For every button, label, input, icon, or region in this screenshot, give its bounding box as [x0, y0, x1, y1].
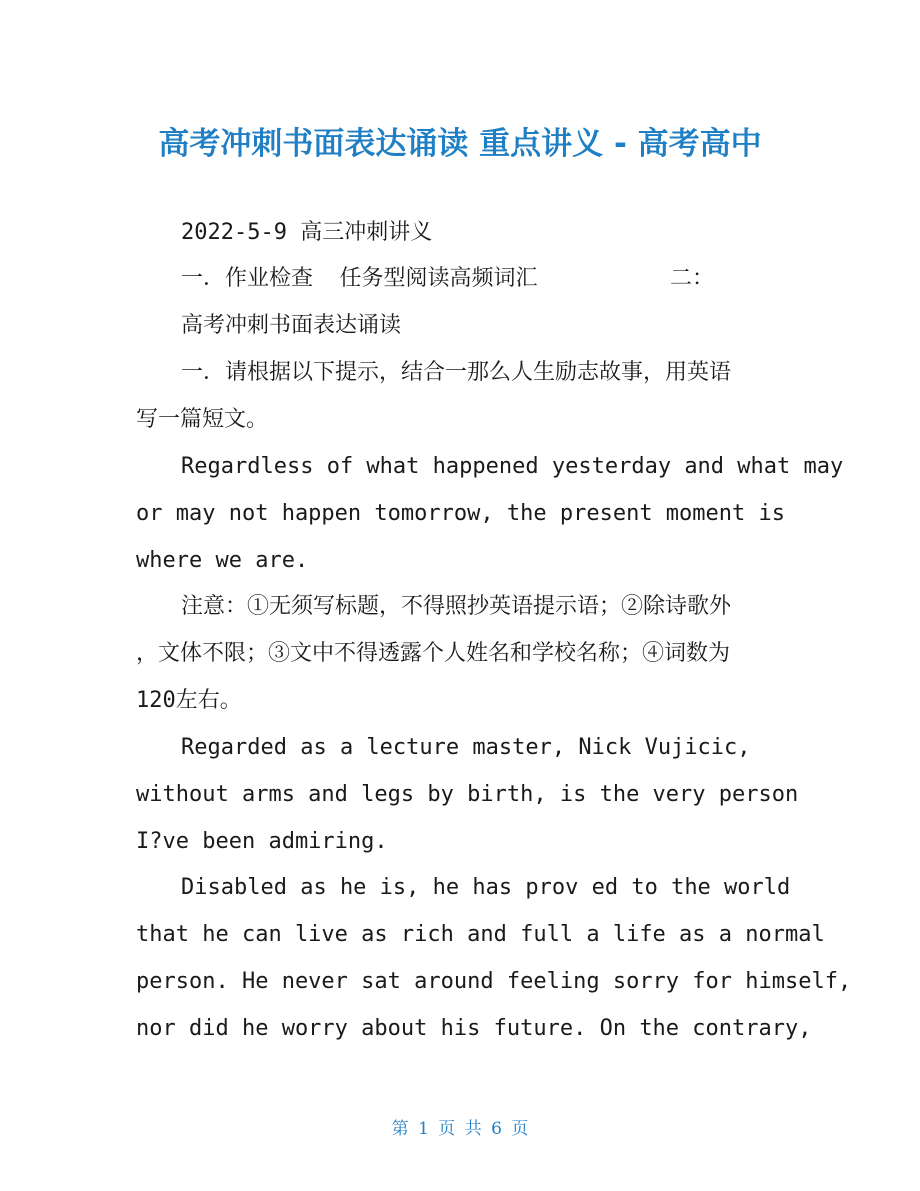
essay-line-6: person. He never sat around feeling sorry for himself,: [136, 969, 852, 994]
essay-line-4: Disabled as he is, he has prov ed to the world: [181, 875, 791, 900]
instruction-line-2: 写一篇短文。: [136, 407, 269, 432]
prompt-line-1: Regardless of what happened yesterday and what may: [181, 454, 844, 479]
essay-line-1: Regarded as a lecture master, Nick Vujicic,: [181, 735, 751, 760]
prompt-line-3: where we are.: [136, 548, 309, 573]
date-line: 2022-5-9 高三冲刺讲义: [181, 220, 433, 245]
outline-line-1: 一．作业检查 任务型阅读高频词汇 二：: [181, 266, 714, 291]
essay-line-7: nor did he worry about his future. On the contrary,: [136, 1016, 812, 1041]
page-footer: 第 1 页 共 6 页: [391, 1119, 529, 1139]
notice-line-2: ，文体不限；③文中不得透露个人姓名和学校名称；④词数为: [136, 641, 731, 666]
notice-line-3: 120左右。: [136, 688, 242, 713]
essay-line-5: that he can live as rich and full a life as a normal: [136, 922, 825, 947]
instruction-line-1: 一．请根据以下提示，结合一那么人生励志故事，用英语: [181, 360, 732, 385]
essay-line-3: I?ve been admiring.: [136, 829, 388, 854]
document-title: 高考冲刺书面表达诵读 重点讲义 - 高考高中: [158, 126, 762, 162]
essay-line-2: without arms and legs by birth, is the very person: [136, 782, 799, 807]
notice-line-1: 注意：①无须写标题，不得照抄英语提示语；②除诗歌外: [181, 594, 732, 619]
prompt-line-2: or may not happen tomorrow, the present moment is: [136, 501, 786, 526]
outline-line-2: 高考冲刺书面表达诵读: [181, 313, 402, 338]
